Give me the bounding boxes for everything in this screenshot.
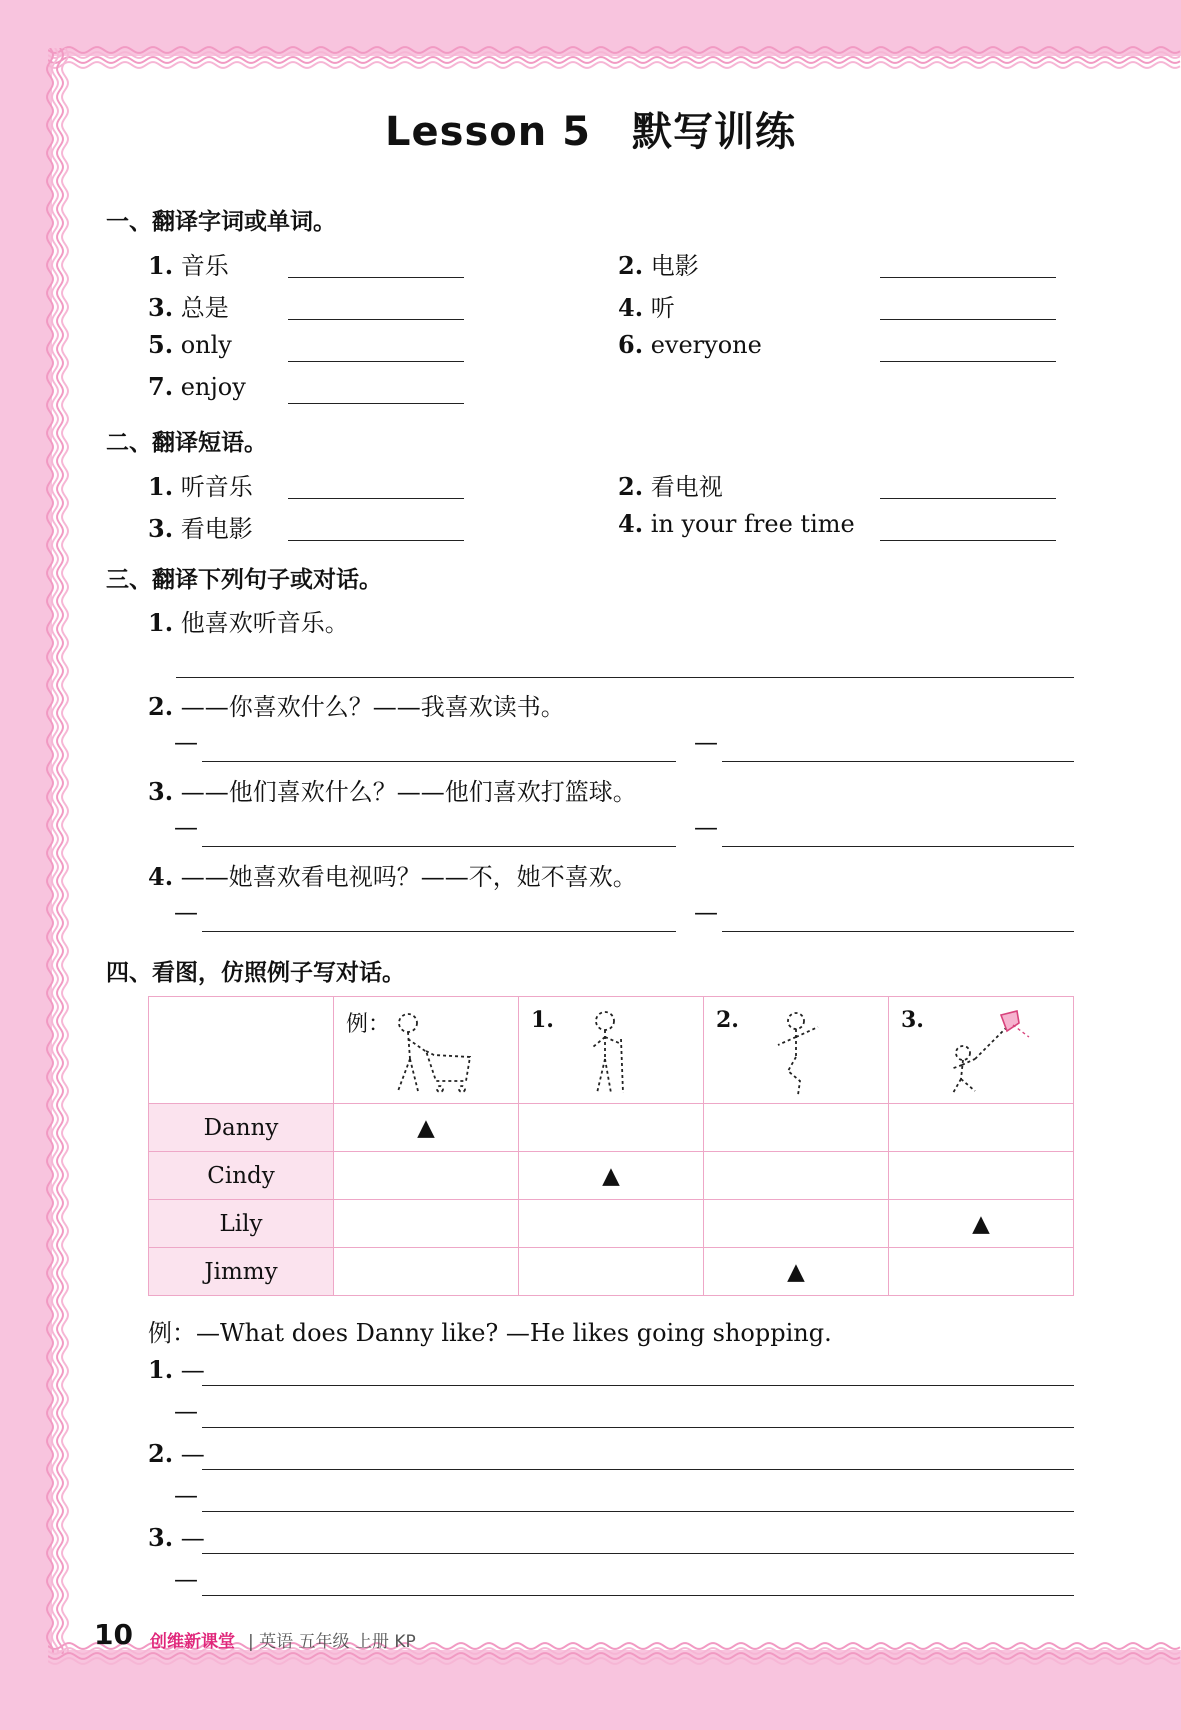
s1-item-4: 4. 听 [618,293,675,322]
s4-answer-3: 3. — [148,1523,205,1552]
s1-item-5: 5. only [148,330,232,359]
s3-answer-line-3a[interactable] [202,846,676,847]
flying-kite-figure-icon [941,1009,1037,1099]
mark-cell [519,1104,704,1152]
mark-cell [519,1248,704,1296]
table-corner-cell [149,997,334,1104]
mark-cell [704,1200,889,1248]
s4-answer-2: 2. — [148,1439,205,1468]
mark-cell: ▲ [334,1104,519,1152]
table-row [149,1152,1074,1200]
section1-heading: 一、翻译字词或单词。 [106,209,336,235]
dash: — [694,898,718,926]
table-row [149,1248,1074,1296]
dash: — [174,728,198,756]
s2-item-4: 4. in your free time [618,509,855,538]
s1-answer-line-3[interactable] [288,319,464,320]
s4-answer-line-1a[interactable] [202,1385,1074,1386]
s4-answer-line-3a[interactable] [202,1553,1074,1554]
page-number: 10 [94,1618,133,1651]
mark-cell [704,1152,889,1200]
column-label: 3. [901,1007,924,1033]
s4-answer-line-1b[interactable] [202,1427,1074,1428]
mark-cell [519,1200,704,1248]
s1-answer-line-6[interactable] [880,361,1056,362]
column-label: 2. [716,1007,739,1033]
s1-item-1: 1. 音乐 [148,251,229,280]
wavy-border-top [48,44,1181,70]
s1-item-3: 3. 总是 [148,293,229,322]
book-info: | 英语 五年级 上册 KP [248,1632,416,1652]
column-label: 例： [346,1012,391,1037]
s2-answer-line-2[interactable] [880,498,1056,499]
s3-answer-line-3b[interactable] [722,846,1074,847]
mark-cell [334,1152,519,1200]
mark-cell: ▲ [704,1248,889,1296]
s3-item-3: 3. ——他们喜欢什么？——他们喜欢打篮球。 [148,777,637,806]
dash: — [174,898,198,926]
s3-answer-line-4a[interactable] [202,931,676,932]
s3-answer-line-2b[interactable] [722,761,1074,762]
table-row [149,1104,1074,1152]
s1-item-2: 2. 电影 [618,251,699,280]
row-name: Lily [149,1200,334,1248]
dancing-figure-icon [774,1009,834,1099]
dash: — [694,728,718,756]
s1-answer-line-4[interactable] [880,319,1056,320]
mark-cell [889,1248,1074,1296]
picture-cell-3 [889,997,1074,1104]
dash: — [174,813,198,841]
mark-cell [334,1248,519,1296]
table-row [149,1200,1074,1248]
dash: — [174,1481,198,1509]
row-name: Danny [149,1104,334,1152]
brand-logo-text: 创维新课堂 [150,1632,235,1652]
row-name: Cindy [149,1152,334,1200]
column-label: 1. [531,1007,554,1033]
s2-answer-line-3[interactable] [288,540,464,541]
s1-item-7: 7. enjoy [148,372,246,401]
mark-cell [704,1104,889,1152]
s2-item-3: 3. 看电影 [148,514,253,543]
s1-answer-line-5[interactable] [288,361,464,362]
dash: — [174,1397,198,1425]
section2-heading: 二、翻译短语。 [106,430,267,456]
s4-answer-line-3b[interactable] [202,1595,1074,1596]
s1-item-6: 6. everyone [618,330,762,359]
s1-answer-line-2[interactable] [880,277,1056,278]
shopping-cart-figure-icon [390,1011,480,1097]
s4-answer-line-2b[interactable] [202,1511,1074,1512]
picture-cell-example [334,997,519,1104]
mark-cell [889,1104,1074,1152]
s1-answer-line-7[interactable] [288,403,464,404]
s3-item-2: 2. ——你喜欢什么？——我喜欢读书。 [148,692,565,721]
s4-answer-line-2a[interactable] [202,1469,1074,1470]
activity-table [148,996,1074,1296]
page-title: Lesson 5 默写训练 [385,109,796,155]
s2-item-2: 2. 看电视 [618,472,723,501]
s2-answer-line-4[interactable] [880,540,1056,541]
s3-answer-line-4b[interactable] [722,931,1074,932]
mark-cell [334,1200,519,1248]
row-name: Jimmy [149,1248,334,1296]
s3-answer-line-1[interactable] [176,677,1074,678]
s1-answer-line-1[interactable] [288,277,464,278]
section3-heading: 三、翻译下列句子或对话。 [106,567,382,593]
wavy-border-left [44,48,72,1654]
example-dialogue: 例：—What does Danny like? —He likes going shopping. [148,1319,832,1347]
s4-answer-1: 1. — [148,1355,205,1384]
dash: — [694,813,718,841]
fishing-figure-icon [583,1009,643,1099]
dash: — [174,1565,198,1593]
picture-cell-2 [704,997,889,1104]
section4-heading: 四、看图，仿照例子写对话。 [106,960,405,986]
picture-cell-1 [519,997,704,1104]
mark-cell [889,1152,1074,1200]
mark-cell: ▲ [519,1152,704,1200]
s2-answer-line-1[interactable] [288,498,464,499]
s2-item-1: 1. 听音乐 [148,472,253,501]
s3-item-1: 1. 他喜欢听音乐。 [148,608,349,637]
s3-answer-line-2a[interactable] [202,761,676,762]
mark-cell: ▲ [889,1200,1074,1248]
s3-item-4: 4. ——她喜欢看电视吗？——不，她不喜欢。 [148,862,637,891]
